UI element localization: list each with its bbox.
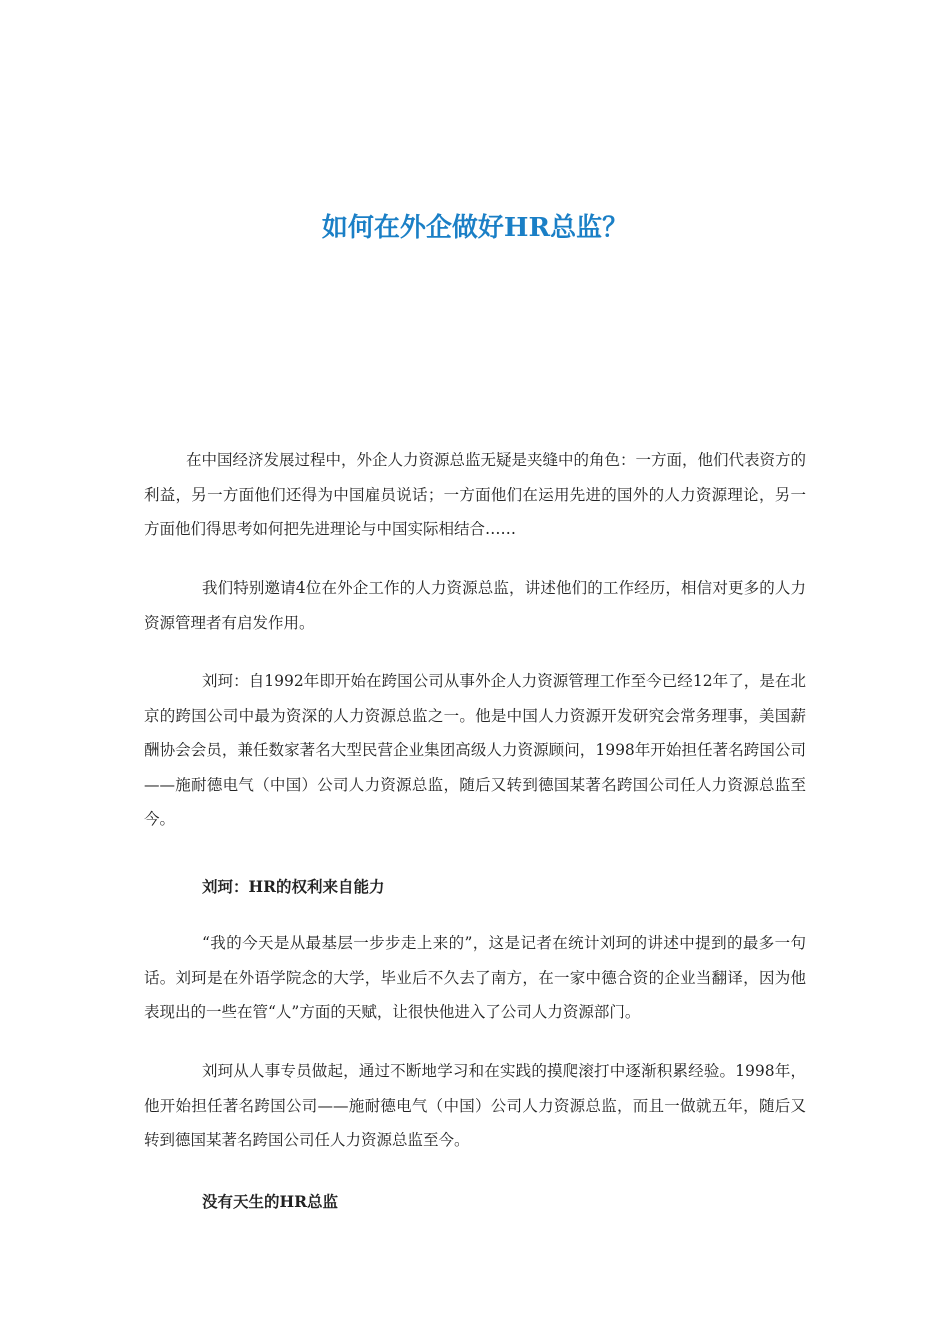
- document-title: 如何在外企做好HR总监？: [321, 213, 629, 243]
- quote-paragraph: “我的今天是从最基层一步步走上来的”，这是记者在统计刘珂的讲述中提到的最多一句话。刘珂是在外语学院念的大学，毕业后不久去了南方，在一家中德合资的企业当翻译，因为他表现出的一些在管“人”方面的天赋，让很快他进入了公司人力资源部门。: [144, 934, 806, 1021]
- section-heading-power: 刘珂：HR的权利来自能力: [202, 877, 385, 896]
- invitation-paragraph: 我们特别邀请4位在外企工作的人力资源总监，讲述他们的工作经历，相信对更多的人力资源管理者有启发作用。: [144, 579, 806, 632]
- intro-paragraph: 在中国经济发展过程中，外企人力资源总监无疑是夹缝中的角色：一方面，他们代表资方的利益，另一方面他们还得为中国雇员说话；一方面他们在运用先进的国外的人力资源理论，另一方面他们得思考如何把先进理论与中国实际相结合……: [144, 451, 807, 538]
- career-paragraph: 刘珂从人事专员做起，通过不断地学习和在实践的摸爬滚打中逐渐积累经验。1998年，他开始担任著名跨国公司——施耐德电气（中国）公司人力资源总监，而且一做就五年，随后又转到德国某著名跨国公司任人力资源总监至今。: [144, 1062, 806, 1149]
- profile-paragraph: 刘珂：自1992年即开始在跨国公司从事外企人力资源管理工作至今已经12年了，是在北京的跨国公司中最为资深的人力资源总监之一。他是中国人力资源开发研究会常务理事，美国薪酬协会会员，兼任数家著名大型民营企业集团高级人力资源顾问，1998年开始担任著名跨国公司——施耐德电气（中国）公司人力资源总监，随后又转到德国某著名跨国公司任人力资源总监至今。: [144, 672, 806, 828]
- section-heading-born: 没有天生的HR总监: [202, 1192, 339, 1211]
